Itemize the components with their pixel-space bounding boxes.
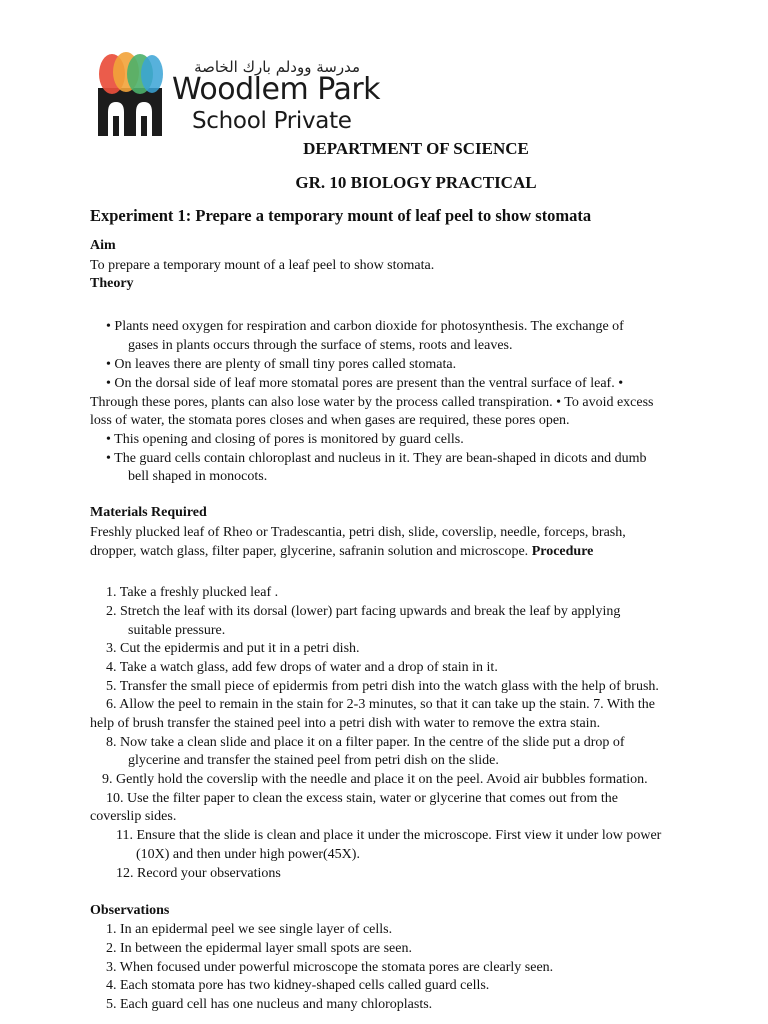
procedure-step: 2. Stretch the leaf with its dorsal (lower) part facing upwards and break the leaf by applying <box>106 604 621 619</box>
procedure-step: 9. Gently hold the coverslip with the needle and place it on the peel. Avoid air bubbles formation. <box>102 772 648 787</box>
theory-line: • On the dorsal side of leaf more stomatal pores are present than the ventral surface of leaf. • <box>106 376 624 391</box>
theory-line: • This opening and closing of pores is monitored by guard cells. <box>106 432 464 447</box>
department-heading: DEPARTMENT OF SCIENCE <box>303 139 529 158</box>
experiment-title: Experiment 1: Prepare a temporary mount of leaf peel to show stomata <box>90 206 592 225</box>
materials-text: dropper, watch glass, filter paper, glycerine, safranin solution and microscope. Procedure <box>90 544 594 559</box>
grade-heading: GR. 10 BIOLOGY PRACTICAL <box>295 173 537 192</box>
procedure-step: help of brush transfer the stained peel into a petri dish with water to remove the extra stain. <box>90 716 601 731</box>
procedure-step: glycerine and transfer the stained peel from petri dish on the slide. <box>128 753 499 768</box>
observation-item: 3. When focused under powerful microscope the stomata pores are clearly seen. <box>106 960 554 975</box>
theory-line: bell shaped in monocots. <box>128 469 268 484</box>
aim-heading: Aim <box>90 238 116 253</box>
observation-item: 1. In an epidermal peel we see single layer of cells. <box>106 922 393 937</box>
procedure-step: 6. Allow the peel to remain in the stain for 2-3 minutes, so that it can take up the stain. 7. With the <box>106 697 655 712</box>
observation-item: 2. In between the epidermal layer small spots are seen. <box>106 941 412 956</box>
theory-line: loss of water, the stomata pores closes and when gases are required, these pores open. <box>90 413 570 428</box>
observation-item: 5. Each guard cell has one nucleus and many chloroplasts. <box>106 997 433 1012</box>
theory-line: • Plants need oxygen for respiration and carbon dioxide for photosynthesis. The exchange of <box>106 319 624 334</box>
procedure-step: 3. Cut the epidermis and put it in a petri dish. <box>106 641 360 656</box>
theory-line: Through these pores, plants can also lose water by the process called transpiration. • To avoid excess <box>90 395 654 410</box>
logo-school-subtitle: School Private <box>192 108 352 134</box>
materials-text: Freshly plucked leaf of Rheo or Tradescantia, petri dish, slide, coverslip, needle, forceps, brash, <box>90 525 626 540</box>
observations-heading: Observations <box>90 903 170 918</box>
procedure-step: 4. Take a watch glass, add few drops of water and a drop of stain in it. <box>106 660 498 675</box>
theory-line: • On leaves there are plenty of small tiny pores called stomata. <box>106 357 457 372</box>
procedure-step: 11. Ensure that the slide is clean and place it under the microscope. First view it under low power <box>116 828 662 843</box>
procedure-step: coverslip sides. <box>90 809 177 824</box>
procedure-step: 12. Record your observations <box>116 866 281 881</box>
procedure-heading: Procedure <box>531 544 594 559</box>
logo-school-name: Woodlem Park <box>172 72 381 107</box>
materials-heading: Materials Required <box>90 505 207 520</box>
aim-text: To prepare a temporary mount of a leaf peel to show stomata. <box>90 258 435 273</box>
observation-item: 4. Each stomata pore has two kidney-shaped cells called guard cells. <box>106 978 490 993</box>
theory-heading: Theory <box>90 276 134 291</box>
procedure-step: 1. Take a freshly plucked leaf . <box>106 585 279 600</box>
procedure-step: 8. Now take a clean slide and place it on a filter paper. In the centre of the slide put a drop of <box>106 735 625 750</box>
theory-line: • The guard cells contain chloroplast and nucleus in it. They are bean-shaped in dicots and dumb <box>106 451 647 466</box>
logo-arabic-name: مدرسة وودلم بارك الخاصة <box>194 58 360 76</box>
theory-line: gases in plants occurs through the surface of stems, roots and leaves. <box>128 338 513 353</box>
procedure-step: suitable pressure. <box>128 623 226 638</box>
procedure-step: (10X) and then under high power(45X). <box>136 847 360 862</box>
procedure-step: 10. Use the filter paper to clean the excess stain, water or glycerine that comes out from the <box>106 791 618 806</box>
procedure-step: 5. Transfer the small piece of epidermis from petri dish into the watch glass with the help of brush. <box>106 679 659 694</box>
